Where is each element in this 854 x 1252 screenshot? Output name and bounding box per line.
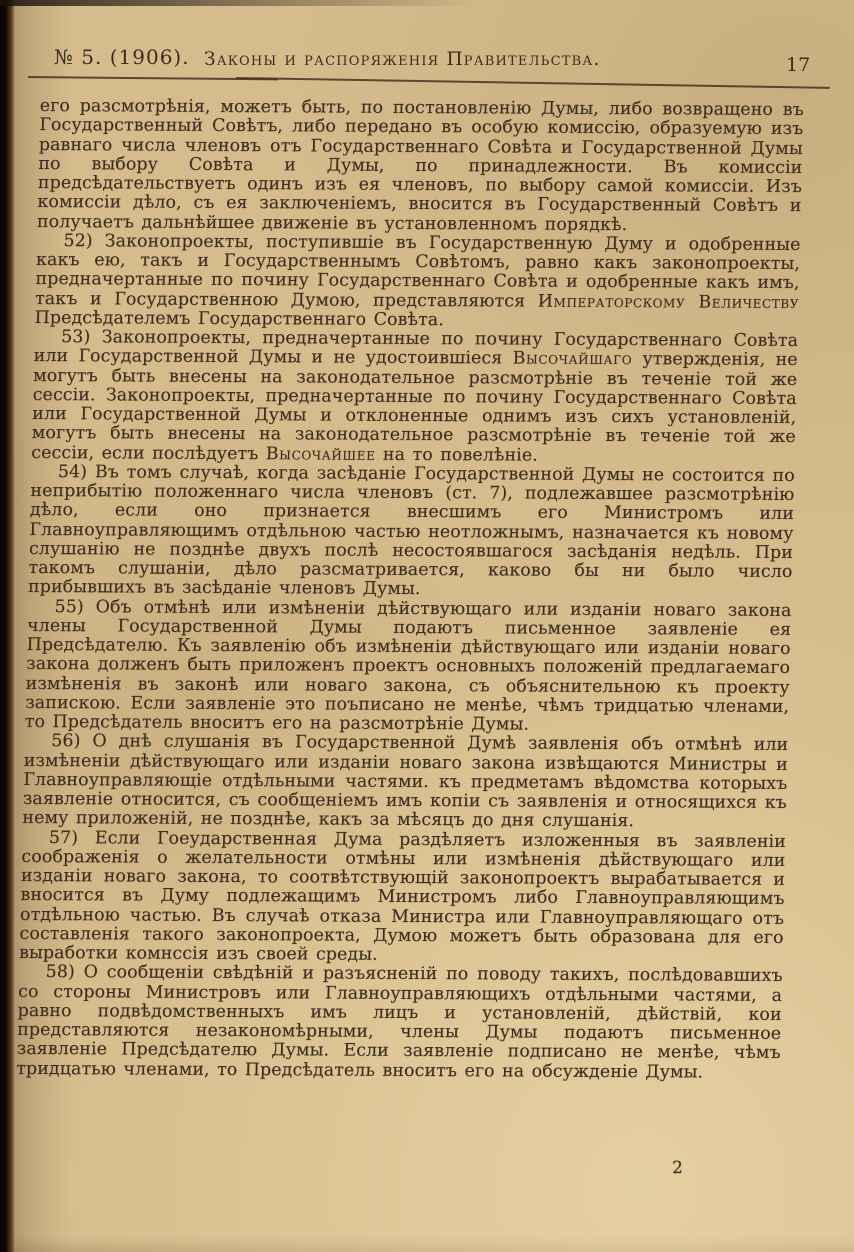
paragraph-article-56: 56) О днѣ слушанія въ Государственной Думѣ заявленія объ отмѣнѣ или измѣненіи дѣйствующаго или изданіи новаго закона извѣщаются Министры и Главноуправляющіе отдѣльными частями. къ предметамъ вѣдомства которыхъ заявленіе относится, съ сообщеніемъ имъ копіи съ заявленія и относящихся къ нему приложеній, не позднѣе, какъ за мѣсяцъ до дня слушанія. — [22, 731, 789, 832]
paragraph-article-52: 52) Законопроекты, поступившіе въ Государственную Думу и одобренные какъ ею, такъ и Государственнымъ Совѣтомъ, равно какъ законопроекты, предначертанные по почину Государственнаго Совѣта и одобренные какъ имъ, такъ и Государственною Думою, представляются Императорскому Величеству Предсѣдателемъ Государственнаго Совѣта. — [34, 230, 801, 330]
page-number: 17 — [786, 54, 811, 76]
paragraph-article-54: 54) Въ томъ случаѣ, когда засѣданіе Государственной Думы не состоится по неприбытію положеннаго числа членовъ (ст. 7), подлежавшее разсмотрѣнію дѣло, если оно признается внесшимъ его Министромъ или Главноуправляющимъ отдѣльною частью неотложнымъ, назначается къ новому слушанію не позднѣе двухъ послѣ несостоявшагося засѣданія недѣль. При такомъ слушаніи, дѣло разсматривается, каково бы ни было число прибывшихъ въ засѣданіе членовъ Думы. — [27, 461, 796, 600]
printer-signature-mark: 2 — [672, 1158, 683, 1178]
running-title: Законы и распоряженія Правительства. — [204, 49, 601, 70]
paragraph-article-57: 57) Если Гоеударственная Дума раздѣляетъ изложенныя въ заявленіи соображенія о желательности отмѣны или измѣненія дѣйствующаго или изданіи новаго закона, то соотвѣтствующій законопроектъ вырабатывается и вносится въ Думу подлежащимъ Министромъ либо Главноуправляющимъ отдѣльною частью. Въ случаѣ отказа Министра или Главноуправляющаго отъ составленія такого законопроекта, Думою можетъ быть образована для его выработки комнссія изъ своей среды. — [18, 827, 787, 965]
paragraph-continuation: его разсмотрѣнія, можетъ быть, по постановленію Думы, либо возвращено въ Государственный Совѣтъ, либо передано въ особую комиссію, образуемую изъ равнаго числа членовъ отъ Государственнаго Совѣта и Государственной Думы по выбору Совѣта и Думы, по принадлежности. Въ комиссіи предсѣдательствуетъ одинъ изъ ея членовъ, по выбору самой комиссіи. Изъ комиссіи дѣло, съ ея заключеніемъ, вносится въ Государственный Совѣтъ и получаетъ дальнѣйшее движеніе въ установленномъ порядкѣ. — [36, 96, 805, 235]
header-rule-right — [236, 77, 830, 89]
article-text-block — [16, 97, 804, 1083]
paragraph-article-58: 58) О сообщеніи свѣдѣній и разъясненій по поводу такихъ, послѣдовавшихъ со стороны Министровъ или Главноуправляющихъ отдѣльными частями, а равно подвѣдомственныхъ имъ лицъ и установленій, дѣйствій, кои представляются незакономѣрными, члены Думы подаютъ письменное заявленіе Предсѣдателю Думы. Если заявленіе подписано не менѣе, чѣмъ тридцатью членами, то Предсѣдатель вноситъ его на обсужденіе Думы. — [16, 962, 783, 1082]
page-top-shadow — [0, 0, 529, 6]
issue-number: № 5. (1906). — [54, 45, 190, 69]
book-spine-edge — [0, 0, 14, 1252]
paragraph-article-53: 53) Законопроекты, предначертанные по почину Государственнаго Совѣта или Государственной Думы и не удостоившіеся Высочайшаго утвержденія, не могутъ быть внесены на законодательное разсмотрѣніе въ теченіе той же сессіи. Законопроекты, предначертанные по почину Государственнаго Совѣта или Государственной Думы и отклоненные однимъ изъ сихъ установленій, могутъ быть внесены на законодательное разсмотрѣніе въ теченіе той же сессіи, если послѣдуетъ Высочайшее на то повелѣніе. — [31, 327, 799, 466]
paragraph-article-55: 55) Объ отмѣнѣ или измѣненіи дѣйствующаго или изданіи новаго закона члены Государственной Думы подаютъ письменное заявленіе ея Предсѣдателю. Къ заявленію объ измѣненіи дѣйствующаго или изданіи новаго закона долженъ быть приложенъ проектъ основныхъ положеній предлагаемаго измѣненія въ законѣ или новаго закона, съ объяснительною къ проекту запискою. Если заявленіе это поъписано не менѣе, чѣмъ тридцатью членами, то Предсѣдатель вноситъ его на разсмотрѣніе Думы. — [24, 596, 792, 735]
